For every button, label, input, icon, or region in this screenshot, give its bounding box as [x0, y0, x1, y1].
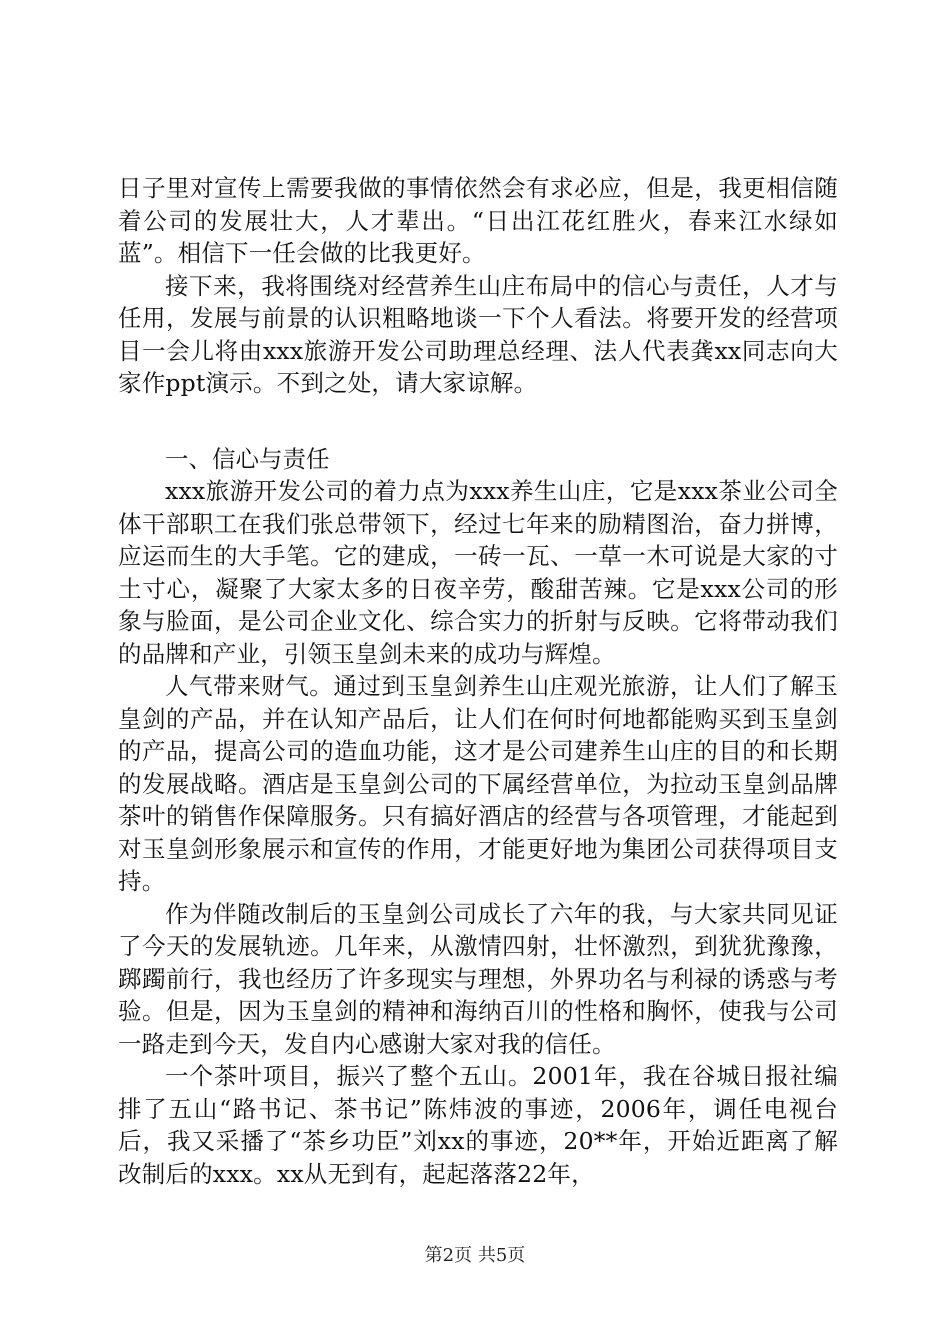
paragraph-popularity: 人气带来财气。通过到玉皇剑养生山庄观光旅游，让人们了解玉皇剑的产品，并在认知产品后，让人们在何时何地都能购买到玉皇剑的产品，提高公司的造血功能，这才是公司建养生山庄的目的和长期的发展战略。酒店是玉皇剑公司的下属经营单位，为拉动玉皇剑品牌茶叶的销售作保障服务。只有搞好酒店的经营与各项管理，才能起到对玉皇剑形象展示和宣传的作用，才能更好地为集团公司获得项目支持。: [118, 672, 838, 895]
paragraph-confidence: xxx旅游开发公司的着力点为xxx养生山庄，它是xxx茶业公司全体干部职工在我们张总带领下，经过七年来的励精图治，奋力拼博，应运而生的大手笔。它的建成，一砖一瓦、一草一木可说是大家的寸土寸心，凝聚了大家太多的日夜辛劳，酸甜苦辣。它是xxx公司的形象与脸面，是公司企业文化、综合实力的折射与反映。它将带动我们的品牌和产业，引领玉皇剑未来的成功与辉煌。: [118, 477, 838, 668]
section-heading: 一、信心与责任: [165, 444, 330, 473]
document-body: [118, 172, 838, 1190]
paragraph-tea-project: 一个茶叶项目，振兴了整个五山。2001年，我在谷城日报社编排了五山“路书记、茶书记”陈炜波的事迹，2006年，调任电视台后，我又采播了“茶乡功臣”刘xx的事迹，20**年，开始近距离了解改制后的xxx。xx从无到有，起起落落22年，: [118, 1062, 838, 1188]
paragraph-growth: 作为伴随改制后的玉皇剑公司成长了六年的我，与大家共同见证了今天的发展轨迹。几年来，从激情四射，壮怀激烈，到犹犹豫豫，踯躅前行，我也经历了许多现实与理想，外界功名与利禄的诱惑与考验。但是，因为玉皇剑的精神和海纳百川的性格和胸怀，使我与公司一路走到今天，发自内心感谢大家对我的信任。: [118, 899, 838, 1058]
paragraph-agenda: 接下来，我将围绕对经营养生山庄布局中的信心与责任，人才与任用，发展与前景的认识粗略地谈一下个人看法。将要开发的经营项目一会儿将由xxx旅游开发公司助理总经理、法人代表龚xx同志向大家作ppt演示。不到之处，请大家谅解。: [118, 271, 838, 397]
paragraph-closing-remarks: 日子里对宣传上需要我做的事情依然会有求必应，但是，我更相信随着公司的发展壮大，人才辈出。“日出江花红胜火，春来江水绿如蓝”。相信下一任会做的比我更好。: [118, 174, 838, 267]
page-number-footer: 第2页 共5页: [424, 1245, 526, 1266]
